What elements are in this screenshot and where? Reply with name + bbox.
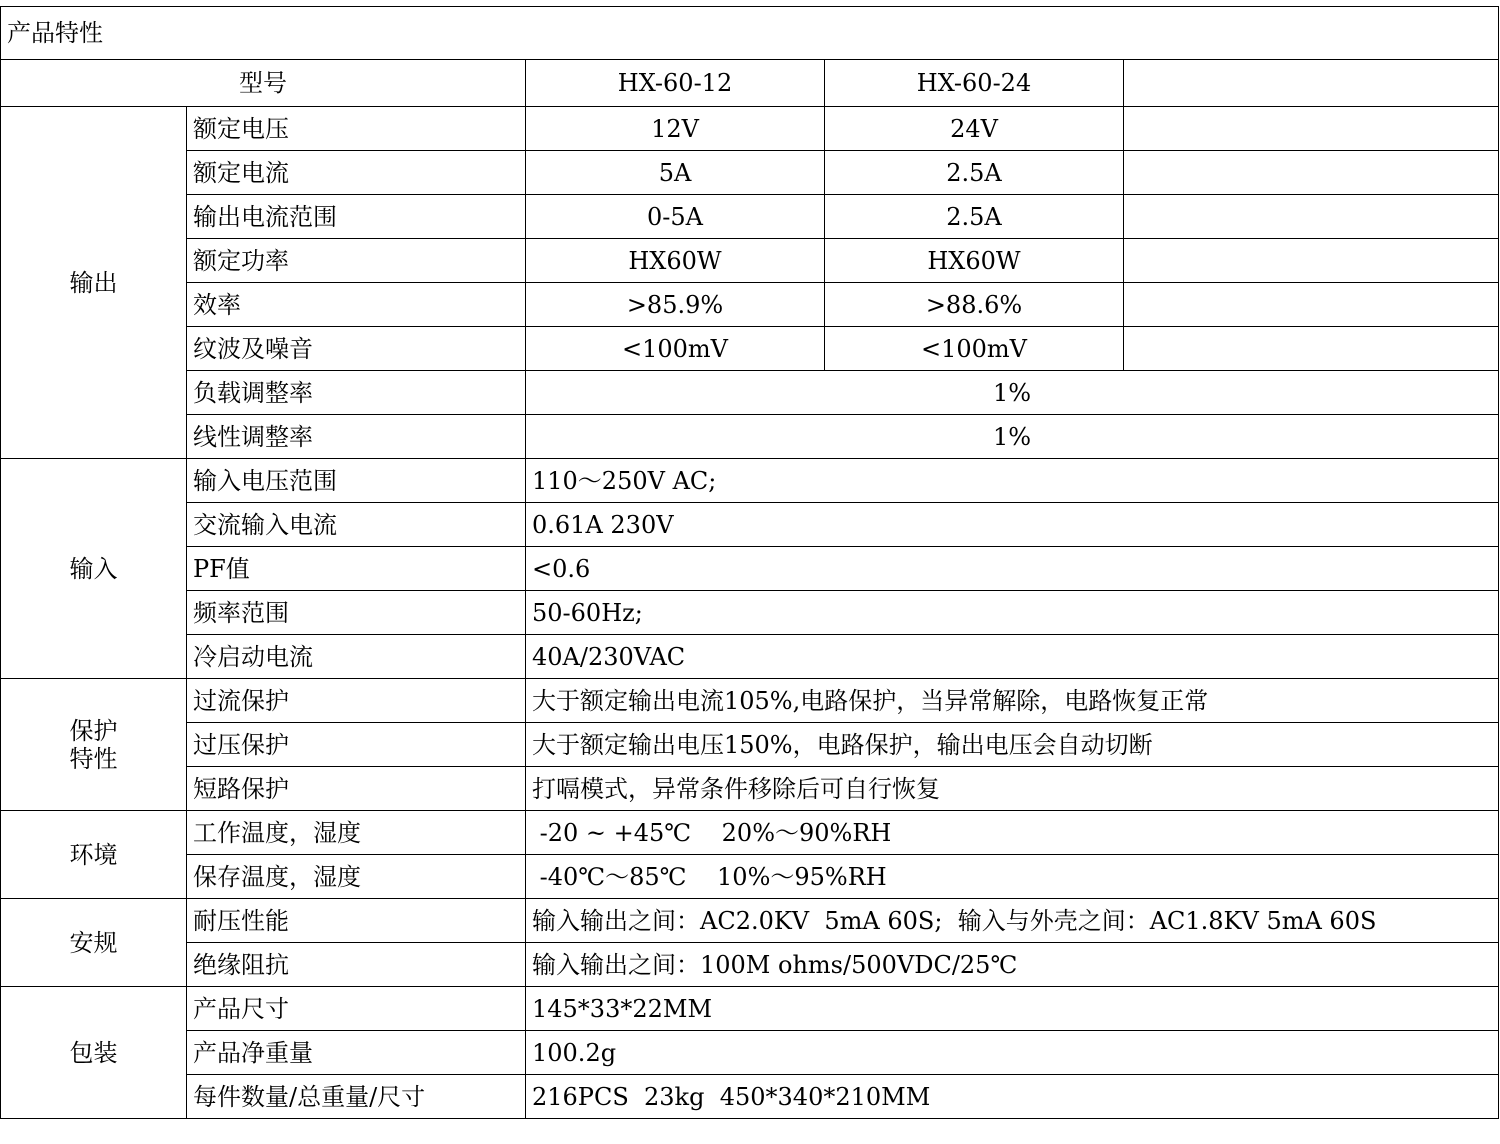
table-row <box>1 151 1499 195</box>
model-label: 型号 <box>1 60 526 107</box>
value-model-2: HX60W <box>825 239 1124 283</box>
model-row <box>1 60 1499 107</box>
row-label: 线性调整率 <box>187 415 526 459</box>
value-model-2: <100mV <box>825 327 1124 371</box>
row-value: 145*33*22MM <box>526 987 1499 1031</box>
value-model-2: 2.5A <box>825 151 1124 195</box>
value-model-1: 0-5A <box>526 195 825 239</box>
table-row <box>1 283 1499 327</box>
table-row <box>1 1031 1499 1075</box>
value-model-1: <100mV <box>526 327 825 371</box>
row-value: 50-60Hz; <box>526 591 1499 635</box>
row-label: 效率 <box>187 283 526 327</box>
row-label: 额定电压 <box>187 107 526 151</box>
table-row <box>1 459 1499 503</box>
row-label: 产品净重量 <box>187 1031 526 1075</box>
row-label: 每件数量/总重量/尺寸 <box>187 1075 526 1119</box>
table-row <box>1 635 1499 679</box>
value-model-2: 24V <box>825 107 1124 151</box>
group-environment: 环境 <box>1 811 187 899</box>
table-row <box>1 591 1499 635</box>
row-value: 40A/230VAC <box>526 635 1499 679</box>
table-row <box>1 107 1499 151</box>
table-row <box>1 415 1499 459</box>
row-label: 耐压性能 <box>187 899 526 943</box>
table-row <box>1 767 1499 811</box>
table-row <box>1 899 1499 943</box>
row-label: 纹波及噪音 <box>187 327 526 371</box>
row-label: 短路保护 <box>187 767 526 811</box>
table-row <box>1 239 1499 283</box>
table-row <box>1 371 1499 415</box>
model-1: HX-60-12 <box>526 60 825 107</box>
row-label: 保存温度，湿度 <box>187 855 526 899</box>
spec-table <box>0 6 1499 1119</box>
row-label: 产品尺寸 <box>187 987 526 1031</box>
table-row <box>1 195 1499 239</box>
value-model-2: >88.6% <box>825 283 1124 327</box>
value-model-1: HX60W <box>526 239 825 283</box>
group-safety: 安规 <box>1 899 187 987</box>
empty-cell <box>1124 151 1499 195</box>
group-packaging: 包装 <box>1 987 187 1119</box>
row-label: 交流输入电流 <box>187 503 526 547</box>
row-value: <0.6 <box>526 547 1499 591</box>
table-row <box>1 855 1499 899</box>
row-label: 过压保护 <box>187 723 526 767</box>
table-row <box>1 547 1499 591</box>
value-model-1: >85.9% <box>526 283 825 327</box>
model-2: HX-60-24 <box>825 60 1124 107</box>
value-model-1: 12V <box>526 107 825 151</box>
table-row <box>1 723 1499 767</box>
group-protection-line2: 特性 <box>69 744 118 773</box>
value-model-2: 2.5A <box>825 195 1124 239</box>
value-model-1: 5A <box>526 151 825 195</box>
table-row <box>1 679 1499 723</box>
row-value: 110～250V AC; <box>526 459 1499 503</box>
row-value: -40℃～85℃ 10%～95%RH <box>526 855 1499 899</box>
table-row <box>1 811 1499 855</box>
row-label: 输入电压范围 <box>187 459 526 503</box>
row-value: 100.2g <box>526 1031 1499 1075</box>
group-input: 输入 <box>1 459 187 679</box>
row-label: 频率范围 <box>187 591 526 635</box>
row-value: 216PCS 23kg 450*340*210MM <box>526 1075 1499 1119</box>
row-label: 额定功率 <box>187 239 526 283</box>
row-label: 输出电流范围 <box>187 195 526 239</box>
row-label: 额定电流 <box>187 151 526 195</box>
empty-cell <box>1124 283 1499 327</box>
group-protection-line1: 保护 <box>69 716 118 745</box>
table-row <box>1 1075 1499 1119</box>
empty-cell <box>1124 195 1499 239</box>
row-value: 大于额定输出电流105%,电路保护，当异常解除，电路恢复正常 <box>526 679 1499 723</box>
group-protection <box>1 679 187 811</box>
title-row <box>1 7 1499 60</box>
row-value: 打嗝模式，异常条件移除后可自行恢复 <box>526 767 1499 811</box>
row-label: 过流保护 <box>187 679 526 723</box>
row-value: 输入输出之间：100M ohms/500VDC/25℃ <box>526 943 1499 987</box>
row-value: 0.61A 230V <box>526 503 1499 547</box>
table-row <box>1 327 1499 371</box>
table-row <box>1 987 1499 1031</box>
row-label: PF值 <box>187 547 526 591</box>
row-value: 大于额定输出电压150%，电路保护，输出电压会自动切断 <box>526 723 1499 767</box>
table-title: 产品特性 <box>1 7 1499 60</box>
empty-cell <box>1124 239 1499 283</box>
value-shared: 1% <box>526 415 1499 459</box>
row-label: 绝缘阻抗 <box>187 943 526 987</box>
row-label: 负载调整率 <box>187 371 526 415</box>
table-row <box>1 943 1499 987</box>
empty-cell <box>1124 107 1499 151</box>
empty-cell <box>1124 60 1499 107</box>
row-value: -20 ~ +45℃ 20%～90%RH <box>526 811 1499 855</box>
table-row <box>1 503 1499 547</box>
group-output: 输出 <box>1 107 187 459</box>
row-value: 输入输出之间：AC2.0KV 5mA 60S; 输入与外壳之间：AC1.8KV 5mA 60S <box>526 899 1499 943</box>
empty-cell <box>1124 327 1499 371</box>
row-label: 冷启动电流 <box>187 635 526 679</box>
row-label: 工作温度，湿度 <box>187 811 526 855</box>
value-shared: 1% <box>526 371 1499 415</box>
